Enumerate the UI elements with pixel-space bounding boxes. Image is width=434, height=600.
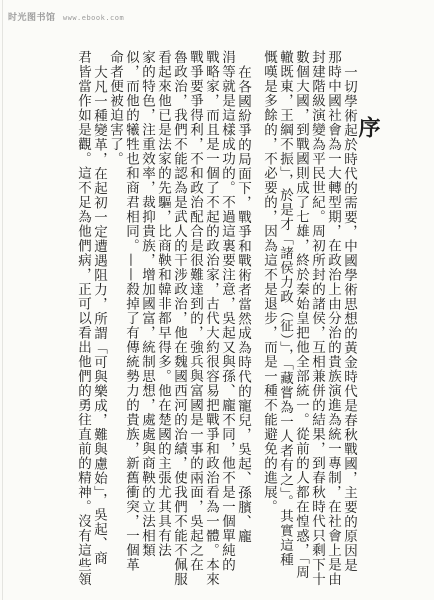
text-column: 那時中國社會為一大轉型期，在政治上由分治的貴族演進為統一專制，在社會上是由 (325, 50, 341, 587)
text-column: 魯政治，我們不能認為是武人的干涉政治，他在魏國西河的治績，使我們不能不佩服 (171, 50, 187, 587)
page-edge (2, 0, 3, 600)
text-column: 大凡一種變革，在起初一定遭遇阻力，所謂「可與樂成，難與慮始」，吳起、商 (91, 64, 107, 566)
text-column: 數個大國，到戰國則成了七雄，終於秦始皇把他全部統一。從前的人都在惶惑，「周 (293, 50, 309, 580)
watermark (8, 10, 124, 23)
text-column: 轍既東，王綱不振」，於是才「諸侯力政（征）」，「藏嘗為一人者有之」。其實這種 (277, 50, 293, 568)
text-column: 戰爭要爭得利，不和政治配合是很難達到的，強兵與富國是一事的兩面，吳起之在 (187, 50, 203, 572)
text-column: 封建階級演變為平民世紀。周初所封的諸侯，互相兼併的結果，到春秋時代只剩下十 (309, 50, 325, 587)
text-column: 在各國紛爭的局面下，戰爭和戰術者當然成為時代的寵兒，吳起、孫臏、龐 (235, 64, 251, 544)
text-column: 一切學術起於時代的需要，中國學術思想的黃金時代是春秋戰國，主要的原因是 (341, 64, 357, 573)
text-column: 君皆當作如是觀。這不足為他們病，正可以看出他們的勇往直前的精神。沒有這些領 (75, 50, 91, 587)
watermark-site: 时光图书馆 (8, 13, 56, 23)
page-title: 序 (355, 116, 381, 138)
text-column: 命者便被迫害了。 (107, 50, 123, 166)
watermark-url: www.ebook.com (62, 14, 125, 22)
text-column: 慨嘆是多餘的，不必要的，因為這不是退步，而是一種不能避免的進展。 (261, 50, 277, 514)
text-column: 似，而他的犧牲也和商君相同。——殺掉了有傳統勢力的貴族，新舊衝突，一個革 (123, 50, 139, 572)
text-column: 看起來他已是法家的先驅，比商鞅和韓非都早得多。他在楚國的主張尤其具有法 (155, 50, 171, 558)
text-column: 涓等就是這樣成功的。不過這裏要注意，吳起又與孫、龐不同，他不是一個單純的 (219, 50, 235, 572)
text-column: 家的特色，注重效率，裁抑貴族，增加國富，統制思想，處處與商鞅的立法相類 (139, 50, 155, 558)
text-column: 戰略家，而且是一個了不起的政治家，古代大約很容易把戰爭和政治看為一體。本來 (203, 50, 219, 587)
